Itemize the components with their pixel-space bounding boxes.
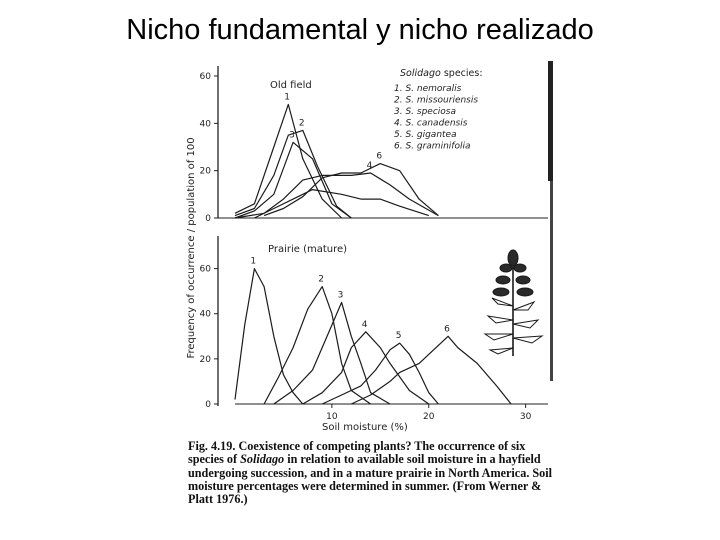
top-series-label-1: 1 <box>284 92 291 103</box>
bottom-series-label-3: 3 <box>337 290 344 301</box>
top-panel-title: Old field <box>270 80 312 91</box>
goldenrod-plant-illustration <box>485 250 542 356</box>
bottom-series-label-5: 5 <box>395 331 402 342</box>
legend <box>394 68 483 152</box>
bottom-series-line-1 <box>235 269 303 404</box>
top-series-line-6 <box>264 164 438 216</box>
legend-entry: 2. S. missouriensis <box>394 95 479 106</box>
top-series-label-6: 6 <box>376 151 383 162</box>
figure <box>180 58 555 438</box>
bottom-series-label-6: 6 <box>444 324 450 335</box>
legend-heading <box>400 68 483 79</box>
bottom-x-tick-label: 30 <box>519 412 532 422</box>
caption-text-b: in relation to available soil moisture in a hayfield undergoing succession, and in a mature prairie in North America. Soil moisture percentages were determined in summer. (From Werner & Platt 1976.) <box>188 452 553 507</box>
legend-entry: 4. S. canadensis <box>394 118 468 129</box>
bottom-x-tick-label: 20 <box>423 412 435 422</box>
bottom-y-tick-label: 0 <box>205 400 211 410</box>
top-series-line-3 <box>235 142 351 218</box>
caption-genus: Solidago <box>240 452 285 467</box>
bottom-series-label-4: 4 <box>361 319 368 330</box>
bottom-y-tick-label: 20 <box>199 354 211 365</box>
legend-entry: 5. S. gigantea <box>394 130 457 140</box>
bottom-y-tick-label: 60 <box>199 264 211 275</box>
x-axis-label: Soil moisture (%) <box>322 422 408 433</box>
top-series-line-4 <box>235 173 438 218</box>
bottom-series-label-2: 2 <box>318 274 324 285</box>
bottom-panel-title: Prairie (mature) <box>268 244 348 255</box>
legend-heading-suffix: species: <box>440 68 483 79</box>
legend-entry: 3. S. speciosa <box>394 107 456 117</box>
top-y-tick-label: 20 <box>199 166 211 177</box>
caption-text-a: Coexistence of competing plants? The occurrence of six species of <box>188 439 526 467</box>
top-y-tick-label: 0 <box>205 214 211 224</box>
top-series-label-4: 4 <box>366 161 373 172</box>
bottom-series-label-1: 1 <box>250 256 257 267</box>
legend-heading-genus: Solidago <box>400 68 441 79</box>
bottom-y-tick-label: 40 <box>199 309 211 320</box>
scan-edge-bar <box>548 61 553 181</box>
top-series-label-2: 2 <box>298 118 305 129</box>
legend-entry: 6. S. graminifolia <box>394 141 471 152</box>
figure-caption <box>188 440 560 506</box>
bottom-x-tick-label: 10 <box>326 412 338 422</box>
slide-title: Nicho fundamental y nicho realizado <box>126 14 594 46</box>
scan-edge-bar <box>550 181 553 381</box>
top-y-tick-label: 60 <box>199 72 211 82</box>
legend-entry: 1. S. nemoralis <box>394 84 462 94</box>
caption-label: Fig. 4.19. <box>188 439 236 453</box>
y-axis-label: Frequency of occurrence / population of 100 <box>186 137 197 359</box>
old-field-panel <box>200 66 548 224</box>
top-series-label-3: 3 <box>289 130 295 141</box>
top-y-tick-label: 40 <box>199 119 211 130</box>
